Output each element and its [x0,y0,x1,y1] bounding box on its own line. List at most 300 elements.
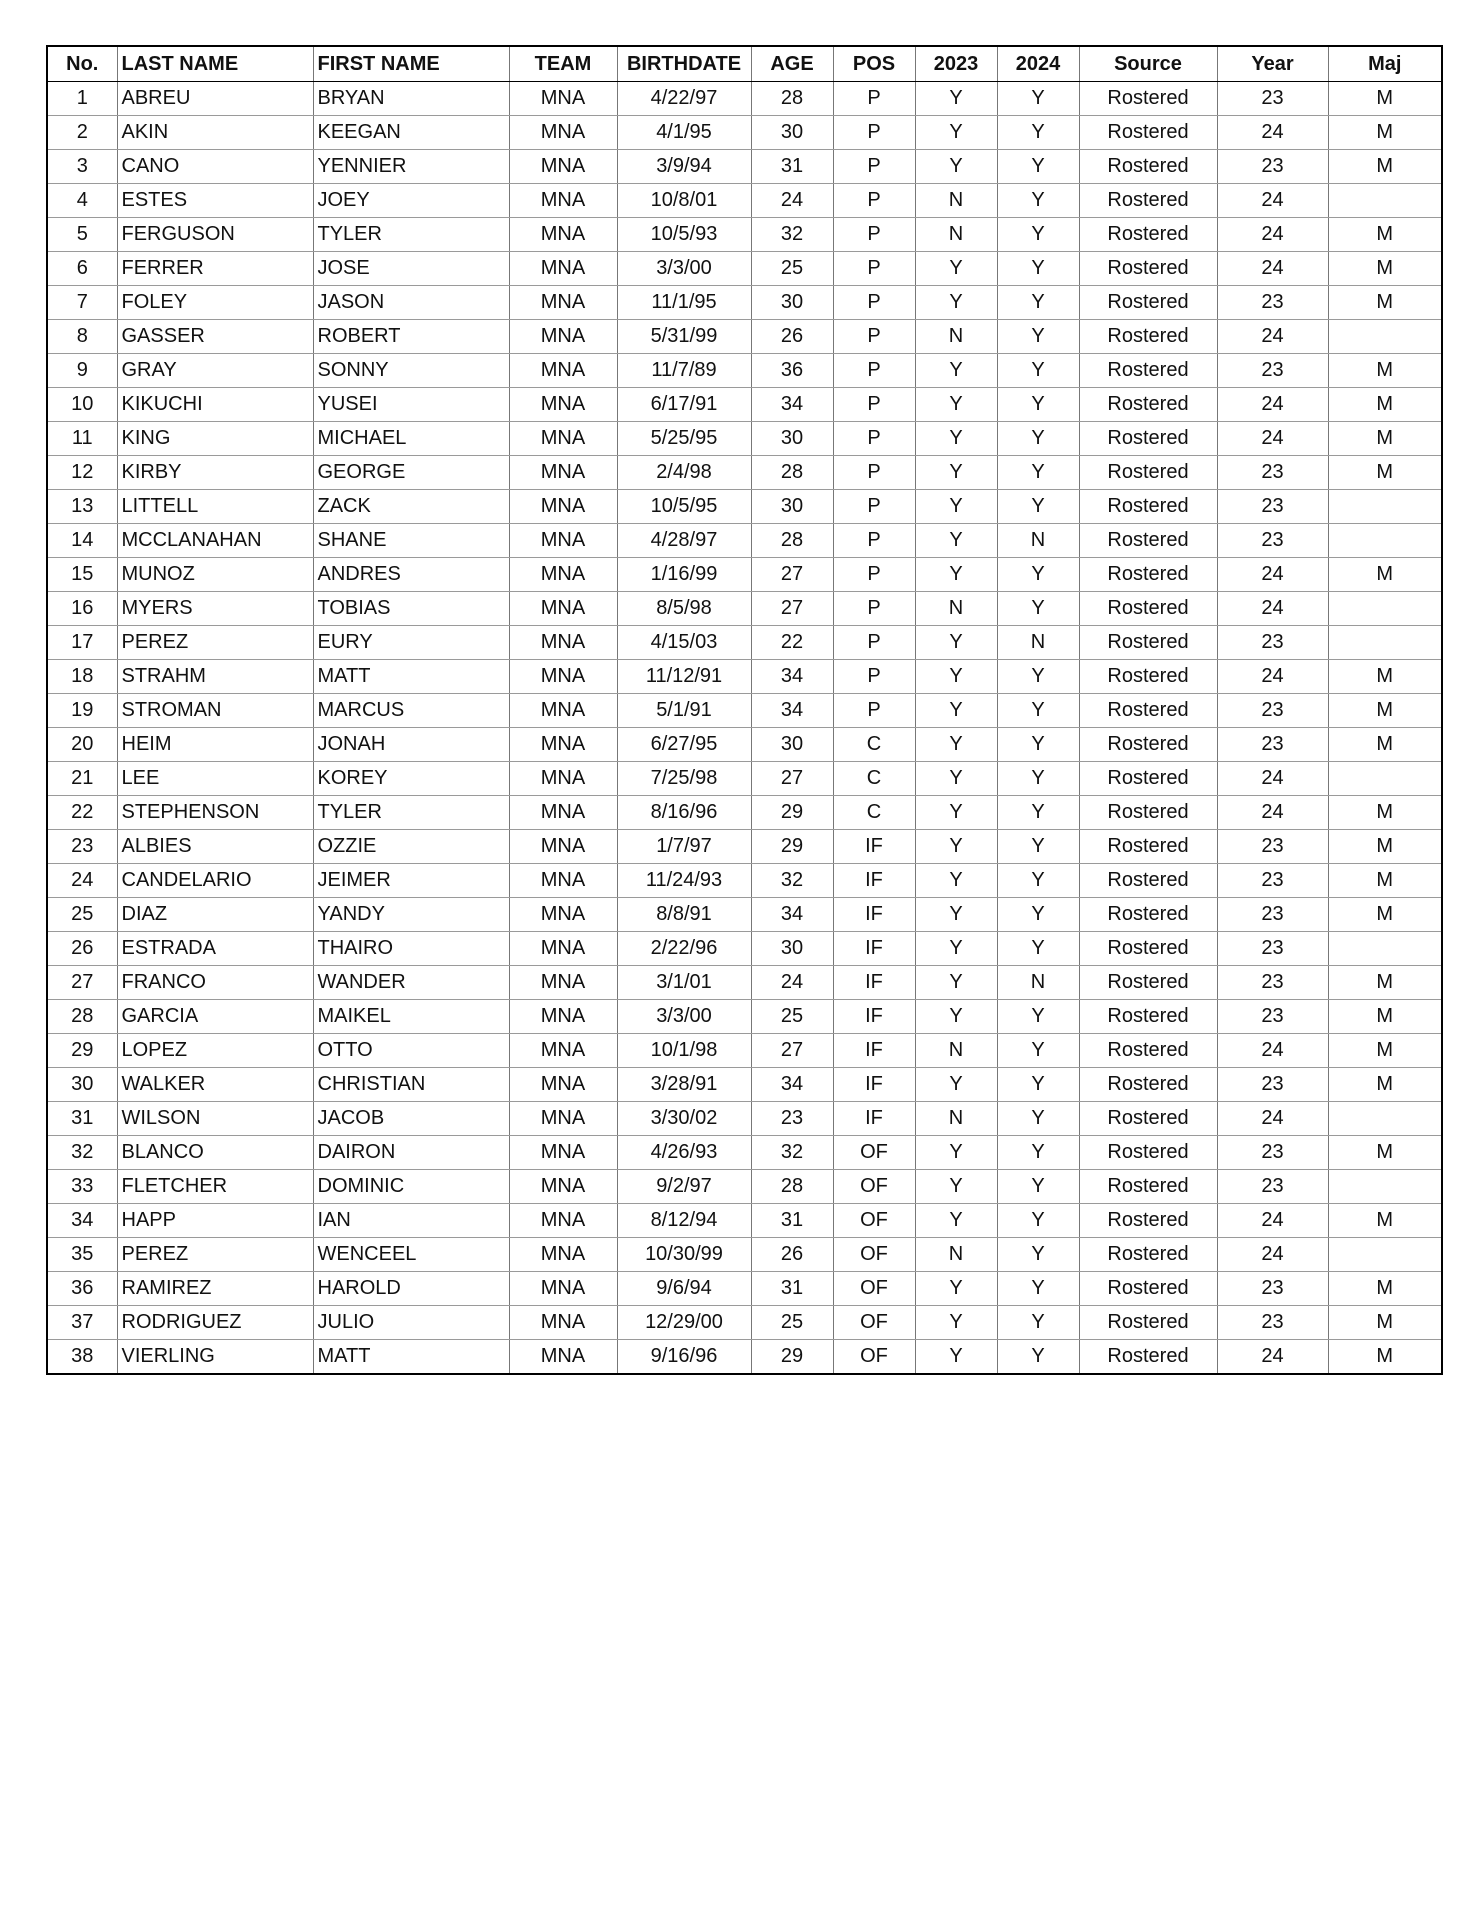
cell-year: 23 [1217,1000,1328,1034]
cell-maj [1328,1238,1442,1272]
cell-2024: Y [997,1034,1079,1068]
cell-source: Rostered [1079,82,1217,116]
table-row [47,1034,1442,1068]
cell-source: Rostered [1079,592,1217,626]
cell-age: 24 [751,184,833,218]
cell-year: 24 [1217,762,1328,796]
table-row [47,966,1442,1000]
table-row [47,592,1442,626]
cell-team: MNA [509,422,617,456]
cell-2023: N [915,320,997,354]
cell-maj [1328,592,1442,626]
cell-maj: M [1328,252,1442,286]
cell-2024: Y [997,898,1079,932]
table-row [47,524,1442,558]
cell-2023: Y [915,286,997,320]
cell-maj: M [1328,82,1442,116]
cell-age: 30 [751,728,833,762]
cell-age: 28 [751,456,833,490]
cell-first-name: JOSE [313,252,509,286]
cell-pos: P [833,456,915,490]
cell-maj: M [1328,1136,1442,1170]
cell-2024: Y [997,762,1079,796]
cell-pos: IF [833,1000,915,1034]
col-header-2024: 2024 [997,46,1079,82]
cell-last-name: HAPP [117,1204,313,1238]
cell-maj: M [1328,1034,1442,1068]
cell-last-name: CANDELARIO [117,864,313,898]
table-header [47,46,1442,82]
cell-first-name: SHANE [313,524,509,558]
cell-pos: P [833,660,915,694]
cell-year: 24 [1217,184,1328,218]
col-header-last-name: LAST NAME [117,46,313,82]
cell-team: MNA [509,694,617,728]
cell-age: 32 [751,864,833,898]
cell-last-name: GRAY [117,354,313,388]
col-header-no: No. [47,46,117,82]
cell-maj: M [1328,728,1442,762]
cell-birthdate: 1/16/99 [617,558,751,592]
cell-no: 27 [47,966,117,1000]
cell-first-name: IAN [313,1204,509,1238]
cell-no: 12 [47,456,117,490]
cell-first-name: MATT [313,1340,509,1375]
cell-pos: P [833,320,915,354]
cell-last-name: HEIM [117,728,313,762]
cell-2024: Y [997,1204,1079,1238]
cell-first-name: GEORGE [313,456,509,490]
cell-no: 23 [47,830,117,864]
cell-no: 33 [47,1170,117,1204]
cell-age: 29 [751,796,833,830]
cell-pos: P [833,490,915,524]
table-row [47,252,1442,286]
table-row [47,830,1442,864]
cell-last-name: DIAZ [117,898,313,932]
cell-maj: M [1328,150,1442,184]
cell-birthdate: 2/22/96 [617,932,751,966]
cell-maj: M [1328,796,1442,830]
table-row [47,456,1442,490]
cell-year: 23 [1217,286,1328,320]
cell-age: 30 [751,490,833,524]
cell-last-name: ESTES [117,184,313,218]
table-row [47,82,1442,116]
cell-no: 4 [47,184,117,218]
cell-no: 19 [47,694,117,728]
cell-birthdate: 11/7/89 [617,354,751,388]
cell-source: Rostered [1079,150,1217,184]
table-row [47,1136,1442,1170]
cell-maj [1328,626,1442,660]
cell-birthdate: 11/12/91 [617,660,751,694]
cell-2023: Y [915,456,997,490]
cell-birthdate: 10/5/93 [617,218,751,252]
cell-birthdate: 3/1/01 [617,966,751,1000]
cell-age: 27 [751,558,833,592]
cell-no: 29 [47,1034,117,1068]
cell-source: Rostered [1079,864,1217,898]
cell-birthdate: 3/3/00 [617,252,751,286]
cell-2023: Y [915,490,997,524]
cell-no: 14 [47,524,117,558]
table-row [47,184,1442,218]
table-row [47,286,1442,320]
cell-team: MNA [509,1136,617,1170]
cell-source: Rostered [1079,252,1217,286]
cell-team: MNA [509,728,617,762]
cell-2023: Y [915,1170,997,1204]
cell-source: Rostered [1079,1068,1217,1102]
cell-age: 25 [751,1000,833,1034]
cell-year: 23 [1217,966,1328,1000]
cell-first-name: JEIMER [313,864,509,898]
cell-year: 24 [1217,320,1328,354]
cell-2024: Y [997,796,1079,830]
cell-no: 24 [47,864,117,898]
cell-2023: N [915,1034,997,1068]
cell-team: MNA [509,830,617,864]
cell-first-name: YUSEI [313,388,509,422]
cell-maj [1328,932,1442,966]
cell-team: MNA [509,320,617,354]
cell-maj: M [1328,388,1442,422]
cell-year: 23 [1217,524,1328,558]
cell-2024: N [997,966,1079,1000]
cell-pos: P [833,184,915,218]
cell-source: Rostered [1079,184,1217,218]
cell-source: Rostered [1079,932,1217,966]
cell-source: Rostered [1079,626,1217,660]
cell-maj: M [1328,864,1442,898]
cell-first-name: KEEGAN [313,116,509,150]
cell-no: 5 [47,218,117,252]
cell-maj: M [1328,1272,1442,1306]
cell-maj: M [1328,354,1442,388]
table-row [47,218,1442,252]
cell-age: 28 [751,82,833,116]
cell-birthdate: 1/7/97 [617,830,751,864]
cell-team: MNA [509,1000,617,1034]
table-row [47,1170,1442,1204]
cell-team: MNA [509,932,617,966]
cell-birthdate: 6/27/95 [617,728,751,762]
table-row [47,932,1442,966]
cell-last-name: AKIN [117,116,313,150]
cell-age: 26 [751,1238,833,1272]
cell-source: Rostered [1079,1204,1217,1238]
cell-maj: M [1328,694,1442,728]
cell-2024: Y [997,388,1079,422]
cell-2024: Y [997,1340,1079,1375]
cell-2023: Y [915,898,997,932]
cell-last-name: FERRER [117,252,313,286]
cell-age: 30 [751,286,833,320]
cell-maj [1328,184,1442,218]
cell-2024: Y [997,354,1079,388]
cell-team: MNA [509,1272,617,1306]
cell-year: 23 [1217,1272,1328,1306]
cell-first-name: OZZIE [313,830,509,864]
cell-maj: M [1328,1068,1442,1102]
cell-birthdate: 3/3/00 [617,1000,751,1034]
cell-birthdate: 10/1/98 [617,1034,751,1068]
cell-pos: C [833,762,915,796]
cell-birthdate: 9/6/94 [617,1272,751,1306]
cell-first-name: SONNY [313,354,509,388]
table-row [47,1272,1442,1306]
cell-no: 37 [47,1306,117,1340]
cell-2023: N [915,1238,997,1272]
cell-birthdate: 10/8/01 [617,184,751,218]
cell-2023: Y [915,830,997,864]
cell-2023: Y [915,1136,997,1170]
col-header-first-name: FIRST NAME [313,46,509,82]
cell-2023: Y [915,422,997,456]
cell-2023: Y [915,1068,997,1102]
cell-pos: IF [833,1102,915,1136]
cell-no: 36 [47,1272,117,1306]
cell-source: Rostered [1079,1136,1217,1170]
cell-age: 27 [751,1034,833,1068]
cell-no: 31 [47,1102,117,1136]
cell-no: 17 [47,626,117,660]
table-body [47,82,1442,1375]
cell-maj [1328,490,1442,524]
cell-birthdate: 4/26/93 [617,1136,751,1170]
table-row [47,1204,1442,1238]
cell-2023: Y [915,796,997,830]
cell-pos: OF [833,1204,915,1238]
cell-source: Rostered [1079,422,1217,456]
cell-first-name: ZACK [313,490,509,524]
cell-2023: N [915,592,997,626]
cell-pos: OF [833,1272,915,1306]
cell-birthdate: 5/1/91 [617,694,751,728]
cell-last-name: GASSER [117,320,313,354]
cell-no: 34 [47,1204,117,1238]
cell-maj: M [1328,456,1442,490]
cell-birthdate: 4/22/97 [617,82,751,116]
cell-2023: Y [915,150,997,184]
cell-age: 36 [751,354,833,388]
col-header-pos: POS [833,46,915,82]
cell-source: Rostered [1079,456,1217,490]
cell-age: 26 [751,320,833,354]
cell-maj: M [1328,286,1442,320]
cell-2024: Y [997,1136,1079,1170]
cell-first-name: JONAH [313,728,509,762]
cell-last-name: LOPEZ [117,1034,313,1068]
cell-2024: Y [997,286,1079,320]
cell-year: 24 [1217,660,1328,694]
cell-year: 23 [1217,728,1328,762]
cell-birthdate: 3/30/02 [617,1102,751,1136]
cell-last-name: BLANCO [117,1136,313,1170]
col-header-year: Year [1217,46,1328,82]
cell-pos: P [833,252,915,286]
cell-maj [1328,524,1442,558]
roster-table [46,45,1443,1375]
cell-no: 26 [47,932,117,966]
cell-2024: Y [997,150,1079,184]
cell-age: 30 [751,422,833,456]
cell-no: 30 [47,1068,117,1102]
cell-last-name: MYERS [117,592,313,626]
cell-source: Rostered [1079,1340,1217,1375]
table-row [47,762,1442,796]
cell-year: 24 [1217,218,1328,252]
cell-age: 34 [751,898,833,932]
cell-no: 8 [47,320,117,354]
cell-pos: OF [833,1340,915,1375]
cell-team: MNA [509,966,617,1000]
cell-source: Rostered [1079,1238,1217,1272]
cell-first-name: WENCEEL [313,1238,509,1272]
cell-last-name: STEPHENSON [117,796,313,830]
cell-source: Rostered [1079,388,1217,422]
cell-team: MNA [509,1238,617,1272]
cell-year: 23 [1217,1136,1328,1170]
cell-2024: Y [997,422,1079,456]
cell-2024: N [997,626,1079,660]
cell-team: MNA [509,150,617,184]
cell-maj: M [1328,660,1442,694]
cell-last-name: PEREZ [117,1238,313,1272]
cell-2024: Y [997,1000,1079,1034]
cell-maj: M [1328,1204,1442,1238]
cell-last-name: LITTELL [117,490,313,524]
table-row [47,864,1442,898]
cell-birthdate: 4/28/97 [617,524,751,558]
table-row [47,388,1442,422]
cell-no: 15 [47,558,117,592]
cell-2023: Y [915,558,997,592]
cell-no: 9 [47,354,117,388]
cell-2023: Y [915,1272,997,1306]
cell-last-name: ESTRADA [117,932,313,966]
cell-last-name: STRAHM [117,660,313,694]
cell-age: 22 [751,626,833,660]
table-row [47,558,1442,592]
cell-source: Rostered [1079,830,1217,864]
cell-maj: M [1328,830,1442,864]
cell-maj: M [1328,116,1442,150]
cell-first-name: THAIRO [313,932,509,966]
cell-2023: Y [915,762,997,796]
cell-last-name: LEE [117,762,313,796]
cell-last-name: KIRBY [117,456,313,490]
cell-year: 23 [1217,830,1328,864]
cell-last-name: KING [117,422,313,456]
cell-2023: Y [915,354,997,388]
cell-year: 23 [1217,490,1328,524]
cell-last-name: WILSON [117,1102,313,1136]
cell-2024: Y [997,1102,1079,1136]
cell-year: 23 [1217,694,1328,728]
cell-team: MNA [509,592,617,626]
cell-2023: Y [915,660,997,694]
cell-no: 32 [47,1136,117,1170]
cell-team: MNA [509,1204,617,1238]
cell-last-name: RODRIGUEZ [117,1306,313,1340]
cell-age: 30 [751,116,833,150]
cell-last-name: FOLEY [117,286,313,320]
cell-pos: P [833,82,915,116]
table-row [47,660,1442,694]
cell-2024: Y [997,1238,1079,1272]
cell-2024: Y [997,320,1079,354]
cell-source: Rostered [1079,728,1217,762]
cell-age: 34 [751,660,833,694]
table-row [47,422,1442,456]
cell-team: MNA [509,116,617,150]
cell-source: Rostered [1079,796,1217,830]
table-row [47,1102,1442,1136]
table-row [47,898,1442,932]
cell-age: 23 [751,1102,833,1136]
cell-team: MNA [509,762,617,796]
cell-2024: Y [997,830,1079,864]
cell-birthdate: 4/1/95 [617,116,751,150]
cell-team: MNA [509,490,617,524]
cell-2023: Y [915,1306,997,1340]
cell-pos: OF [833,1136,915,1170]
cell-year: 24 [1217,558,1328,592]
table-row [47,728,1442,762]
cell-2023: N [915,184,997,218]
cell-team: MNA [509,1306,617,1340]
cell-year: 24 [1217,1238,1328,1272]
cell-maj: M [1328,558,1442,592]
cell-pos: P [833,422,915,456]
cell-maj: M [1328,966,1442,1000]
cell-maj [1328,1170,1442,1204]
cell-birthdate: 8/16/96 [617,796,751,830]
cell-birthdate: 5/25/95 [617,422,751,456]
cell-first-name: WANDER [313,966,509,1000]
table-row [47,694,1442,728]
cell-last-name: GARCIA [117,1000,313,1034]
cell-2024: Y [997,1272,1079,1306]
cell-2024: Y [997,558,1079,592]
cell-birthdate: 10/5/95 [617,490,751,524]
cell-birthdate: 11/1/95 [617,286,751,320]
table-row [47,626,1442,660]
cell-source: Rostered [1079,218,1217,252]
cell-age: 28 [751,1170,833,1204]
cell-maj [1328,1102,1442,1136]
cell-first-name: KOREY [313,762,509,796]
cell-pos: P [833,354,915,388]
cell-birthdate: 8/8/91 [617,898,751,932]
table-row [47,490,1442,524]
cell-last-name: ABREU [117,82,313,116]
cell-year: 23 [1217,864,1328,898]
cell-maj: M [1328,1306,1442,1340]
cell-first-name: JOEY [313,184,509,218]
cell-source: Rostered [1079,558,1217,592]
cell-team: MNA [509,456,617,490]
cell-2024: Y [997,456,1079,490]
table-row [47,1000,1442,1034]
cell-age: 30 [751,932,833,966]
cell-last-name: ALBIES [117,830,313,864]
cell-source: Rostered [1079,1272,1217,1306]
cell-2024: Y [997,490,1079,524]
header-row [47,46,1442,82]
